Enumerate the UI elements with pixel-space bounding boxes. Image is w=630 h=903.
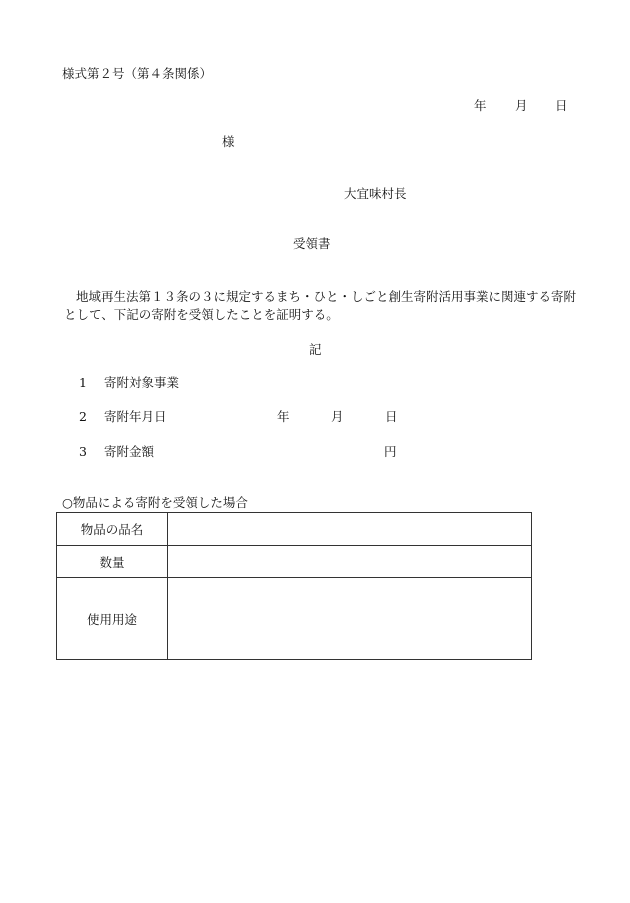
table-row: [57, 578, 532, 660]
item-1-number: 1: [79, 375, 87, 390]
goods-name-label: 物品の品名: [57, 513, 168, 546]
document-title: 受領書: [293, 236, 331, 251]
item-3-number: 3: [79, 444, 87, 459]
item-2-number: 2: [79, 409, 87, 424]
goods-name-value[interactable]: [168, 513, 532, 546]
goods-section-heading: ○物品による寄附を受領した場合: [62, 495, 248, 510]
issuer-name: 大宜味村長: [344, 186, 407, 201]
item-2-day: 日: [385, 409, 398, 424]
form-number: 様式第２号（第４条関係）: [62, 66, 213, 81]
quantity-value[interactable]: [168, 546, 532, 578]
goods-table: [56, 512, 532, 660]
date-day-label: 日: [555, 98, 568, 113]
quantity-label: 数量: [57, 546, 168, 578]
item-2-month: 月: [331, 409, 344, 424]
usage-value[interactable]: [168, 578, 532, 660]
table-row: [57, 513, 532, 546]
item-2-year: 年: [277, 409, 290, 424]
date-year-label: 年: [474, 98, 487, 113]
item-3-label: 寄附金額: [104, 444, 155, 459]
recipient-honorific: 様: [222, 134, 235, 149]
date-month-label: 月: [515, 98, 528, 113]
body-paragraph: 地域再生法第１３条の３に規定するまち・ひと・しごと創生寄附活用事業に関連する寄附として、下記の寄附を受領したことを証明する。: [64, 289, 577, 322]
table-row: [57, 546, 532, 578]
item-2-label: 寄附年月日: [104, 409, 167, 424]
ki-heading: 記: [309, 342, 322, 357]
item-3-unit: 円: [384, 444, 397, 459]
usage-label: 使用用途: [57, 578, 168, 660]
item-1-label: 寄附対象事業: [104, 375, 180, 390]
